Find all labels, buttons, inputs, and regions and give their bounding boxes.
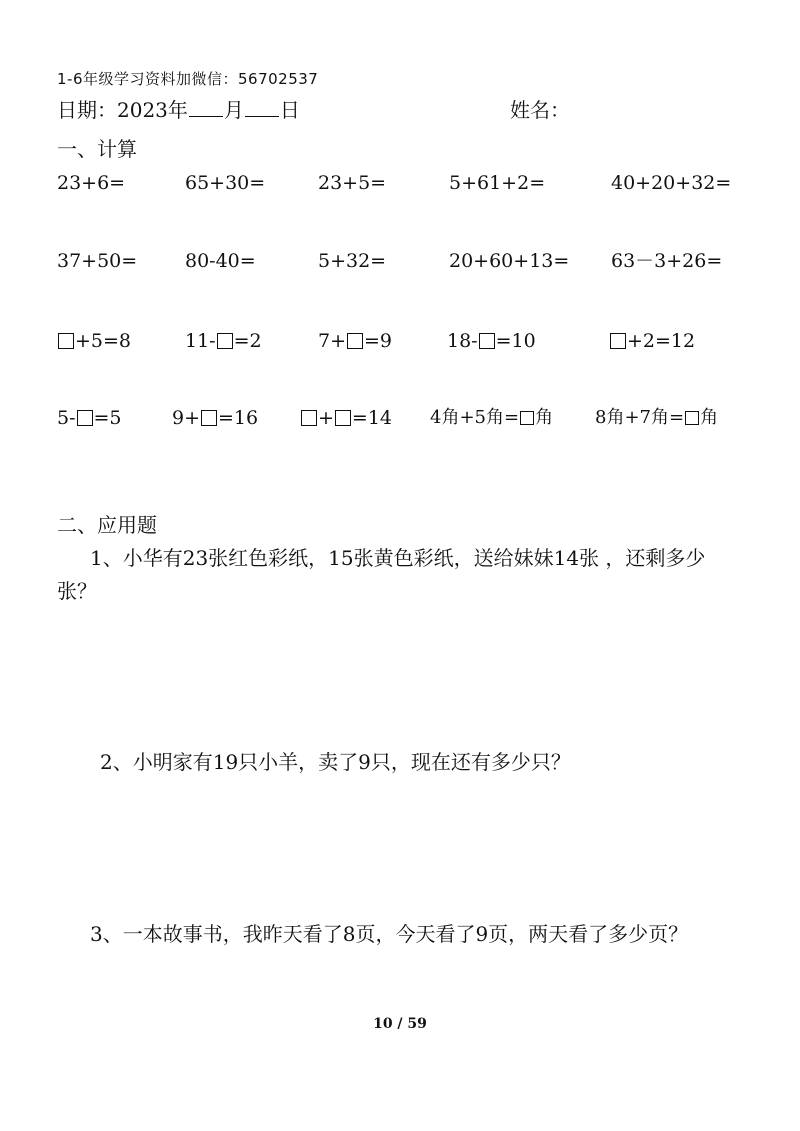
calc-text: 9+ bbox=[172, 407, 201, 429]
answer-box[interactable] bbox=[685, 411, 699, 425]
calc-text: =16 bbox=[218, 407, 259, 429]
calc-text: 5- bbox=[57, 407, 76, 429]
answer-box[interactable] bbox=[217, 333, 233, 349]
calc-item: 23+6= bbox=[57, 172, 126, 194]
calc-row-4 bbox=[0, 405, 800, 435]
calc-text: =9 bbox=[364, 330, 393, 352]
month-blank bbox=[189, 98, 223, 117]
answer-box[interactable] bbox=[58, 333, 74, 349]
calc-text: 4角+5角= bbox=[430, 407, 520, 428]
calc-item: 5+61+2= bbox=[449, 172, 546, 194]
calc-item bbox=[595, 405, 718, 431]
question-1-line-1: 1、小华有23张红色彩纸，15张黄色彩纸，送给妹妹14张 ，还剩多少 bbox=[90, 546, 706, 570]
calc-item bbox=[447, 328, 536, 354]
calc-item bbox=[185, 328, 262, 354]
question-1-line-2: 张？ bbox=[57, 579, 97, 603]
calc-item: 20+60+13= bbox=[449, 250, 570, 272]
date-prefix: 日期：2023年 bbox=[57, 98, 188, 122]
month-label: 月 bbox=[223, 98, 244, 122]
calc-text: =10 bbox=[495, 330, 536, 352]
header-note: 1-6年级学习资料加微信：56702537 bbox=[57, 70, 319, 88]
answer-box[interactable] bbox=[201, 410, 217, 426]
answer-box[interactable] bbox=[77, 410, 93, 426]
name-label: 姓名： bbox=[510, 98, 570, 122]
calc-text: 角 bbox=[535, 407, 554, 428]
calc-item: 65+30= bbox=[185, 172, 266, 194]
calc-row-2 bbox=[0, 248, 800, 278]
calc-item bbox=[172, 405, 258, 431]
calc-item: 80-40= bbox=[185, 250, 256, 272]
answer-box[interactable] bbox=[335, 410, 351, 426]
calc-item bbox=[609, 328, 695, 354]
calc-item bbox=[57, 328, 131, 354]
calc-item: 63－3+26= bbox=[611, 250, 723, 272]
answer-box[interactable] bbox=[301, 410, 317, 426]
calc-text: =5 bbox=[93, 407, 122, 429]
calc-text: +2=12 bbox=[627, 330, 696, 352]
calc-text: 11- bbox=[185, 330, 216, 352]
calc-text: + bbox=[318, 407, 334, 429]
calc-item: 23+5= bbox=[318, 172, 387, 194]
section-calc-title: 一、计算 bbox=[57, 137, 137, 161]
page-number: 10 / 59 bbox=[373, 1016, 427, 1032]
calc-text: 7+ bbox=[318, 330, 347, 352]
answer-box[interactable] bbox=[347, 333, 363, 349]
calc-item: 37+50= bbox=[57, 250, 138, 272]
calc-text: 8角+7角= bbox=[595, 407, 685, 428]
day-blank bbox=[245, 98, 279, 117]
calc-text: =2 bbox=[233, 330, 262, 352]
calc-item bbox=[300, 405, 392, 431]
question-2: 2、小明家有19只小羊，卖了9只，现在还有多少只？ bbox=[100, 750, 571, 774]
calc-text: +5=8 bbox=[75, 330, 132, 352]
calc-item bbox=[318, 328, 392, 354]
question-3: 3、一本故事书，我昨天看了8页，今天看了9页，两天看了多少页？ bbox=[90, 922, 689, 946]
calc-row-3 bbox=[0, 328, 800, 358]
answer-box[interactable] bbox=[479, 333, 495, 349]
calc-item: 5+32= bbox=[318, 250, 387, 272]
calc-item: 40+20+32= bbox=[611, 172, 732, 194]
date-line bbox=[57, 94, 300, 123]
calc-item bbox=[57, 405, 122, 431]
answer-box[interactable] bbox=[520, 411, 534, 425]
calc-row-1 bbox=[0, 170, 800, 200]
calc-text: 角 bbox=[700, 407, 719, 428]
calc-text: =14 bbox=[351, 407, 393, 429]
section-word-problems-title: 二、应用题 bbox=[57, 513, 157, 537]
calc-text: 18- bbox=[447, 330, 478, 352]
calc-item bbox=[430, 405, 553, 431]
answer-box[interactable] bbox=[610, 333, 626, 349]
day-label: 日 bbox=[279, 98, 300, 122]
